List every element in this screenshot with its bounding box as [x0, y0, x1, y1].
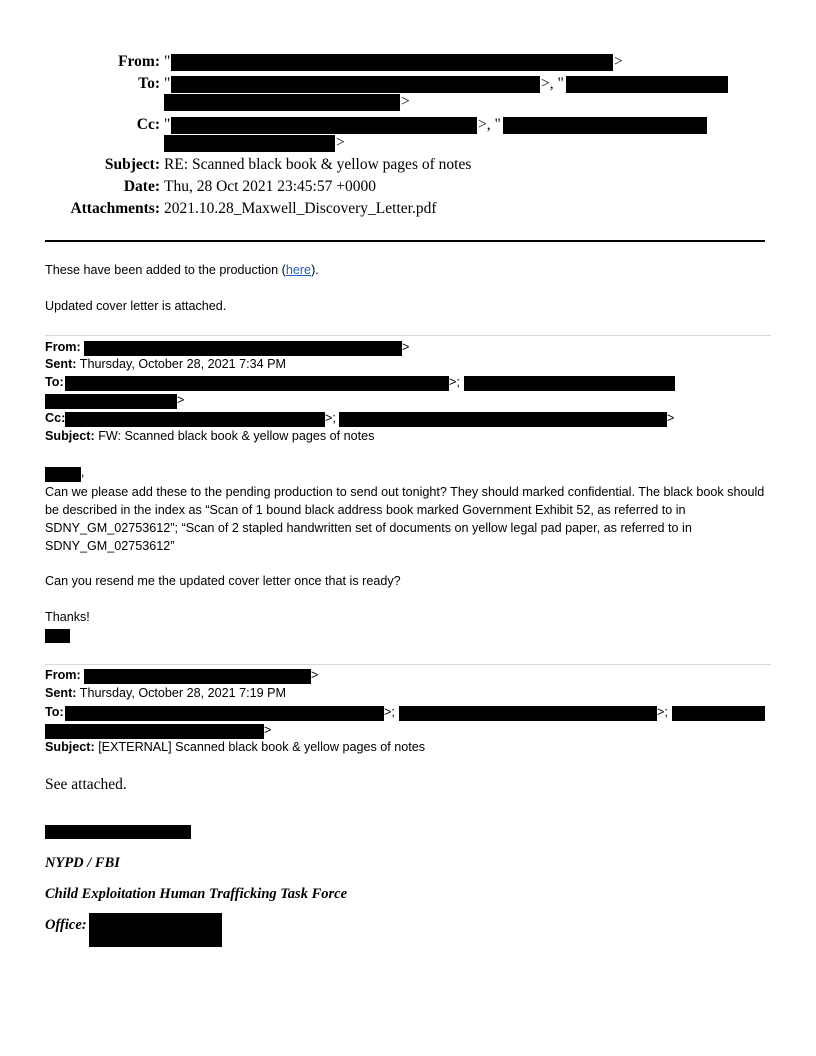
msg2-sent-label: Sent:	[45, 686, 77, 700]
msg1-subject-label: Subject:	[45, 429, 95, 443]
msg1-to-label: To:	[45, 375, 64, 389]
redaction-to-1	[171, 76, 540, 93]
redaction-cc-2	[503, 117, 707, 134]
msg2-to-label: To:	[45, 705, 64, 719]
signature-office-label: Office:	[45, 917, 87, 933]
msg2-subject-label: Subject:	[45, 740, 95, 754]
attachment-filename[interactable]: 2021.10.28_Maxwell_Discovery_Letter.pdf	[164, 200, 437, 217]
from-gt: >	[614, 53, 623, 70]
cc-sep: >, "	[478, 116, 501, 133]
msg2-to-sep-2: >;	[657, 705, 668, 719]
to-gt: >	[401, 93, 410, 110]
from-quote: "	[164, 53, 171, 70]
cc-quote: "	[164, 116, 171, 133]
redaction-msg2-from	[84, 669, 311, 684]
redaction-msg1-from	[84, 341, 402, 356]
msg1-subject-value: FW: Scanned black book & yellow pages of notes	[98, 429, 375, 443]
msg1-body-question: Can you resend me the updated cover letter once that is ready?	[45, 574, 401, 588]
msg1-from-gt: >	[402, 340, 410, 354]
msg2-subject	[45, 740, 425, 754]
redaction-msg1-to-3	[45, 394, 177, 409]
message-divider-2	[45, 664, 771, 665]
message-divider-1	[45, 335, 771, 336]
reply-text-before: These have been added to the production (	[45, 263, 286, 277]
redaction-msg1-to-2	[464, 376, 675, 391]
to-quote: "	[164, 75, 171, 92]
msg2-from-label: From:	[45, 668, 81, 682]
msg2-subject-value: [EXTERNAL] Scanned black book & yellow pages of notes	[98, 740, 426, 754]
redaction-cc-1	[171, 117, 477, 134]
redaction-msg1-to-1	[65, 376, 449, 391]
msg1-sent	[45, 357, 286, 371]
redaction-msg1-cc-2	[339, 412, 667, 427]
date-label: Date:	[123, 178, 160, 195]
msg2-from-gt: >	[311, 668, 319, 682]
to-sep: >, "	[541, 75, 564, 92]
msg1-subject	[45, 429, 374, 443]
msg1-body-paragraph: Can we please add these to the pending production to send out tonight? They should marked confidential. The black book should be described in the index as “Scan of 1 bound black address book marked Government Exhibit 52, as referred to in SDNY_GM_02753612”; “Scan of 2 stapled handwritten set of documents on yellow legal pad paper, as referred to in SDNY_GM_02753612”	[45, 485, 765, 553]
redaction-msg2-to-1	[65, 706, 384, 721]
header-divider	[45, 240, 765, 242]
msg2-sent-value: Thursday, October 28, 2021 7:19 PM	[79, 686, 287, 700]
reply-text-after: ).	[311, 263, 319, 277]
production-link[interactable]: here	[285, 263, 312, 277]
redaction-from	[171, 54, 613, 71]
redaction-to-3	[164, 94, 400, 111]
redaction-signature-name	[45, 825, 191, 839]
redaction-to-2	[566, 76, 728, 93]
cc-gt: >	[336, 134, 345, 151]
date-value: Thu, 28 Oct 2021 23:45:57 +0000	[164, 178, 376, 195]
redaction-msg1-cc-1	[65, 412, 325, 427]
redaction-msg2-to-2	[399, 706, 657, 721]
msg1-greeting-comma: ,	[81, 465, 85, 479]
msg1-sent-label: Sent:	[45, 357, 77, 371]
subject-label: Subject:	[104, 156, 160, 173]
msg2-to-gt: >	[264, 723, 272, 737]
redaction-msg2-to-4	[45, 724, 264, 739]
from-label: From:	[118, 53, 160, 70]
msg1-from-label: From:	[45, 340, 81, 354]
msg1-cc-sep: >;	[325, 411, 336, 425]
subject-value: RE: Scanned black book & yellow pages of notes	[164, 156, 472, 173]
msg1-cc-label: Cc:	[45, 411, 66, 425]
reply-line-2: Updated cover letter is attached.	[45, 299, 227, 313]
msg2-body: See attached.	[45, 776, 127, 793]
msg2-to-sep-1: >;	[384, 705, 395, 719]
redaction-cc-3	[164, 135, 335, 152]
msg1-sent-value: Thursday, October 28, 2021 7:34 PM	[79, 357, 287, 371]
cc-label: Cc:	[136, 116, 160, 133]
msg1-thanks: Thanks!	[45, 610, 90, 624]
redaction-msg1-greeting	[45, 467, 81, 482]
msg1-cc-gt: >	[667, 411, 675, 425]
signature-unit: Child Exploitation Human Trafficking Task Force	[45, 886, 348, 902]
reply-line-1	[45, 261, 319, 279]
msg1-to-gt: >	[177, 393, 185, 407]
redaction-msg2-to-3	[672, 706, 765, 721]
msg2-sent	[45, 686, 286, 700]
to-label: To:	[138, 75, 160, 92]
msg1-to-sep: >;	[449, 375, 460, 389]
signature-org: NYPD / FBI	[45, 855, 120, 871]
attachments-label: Attachments:	[70, 200, 160, 217]
redaction-office-number	[89, 913, 222, 947]
redaction-msg1-signature	[45, 629, 70, 643]
